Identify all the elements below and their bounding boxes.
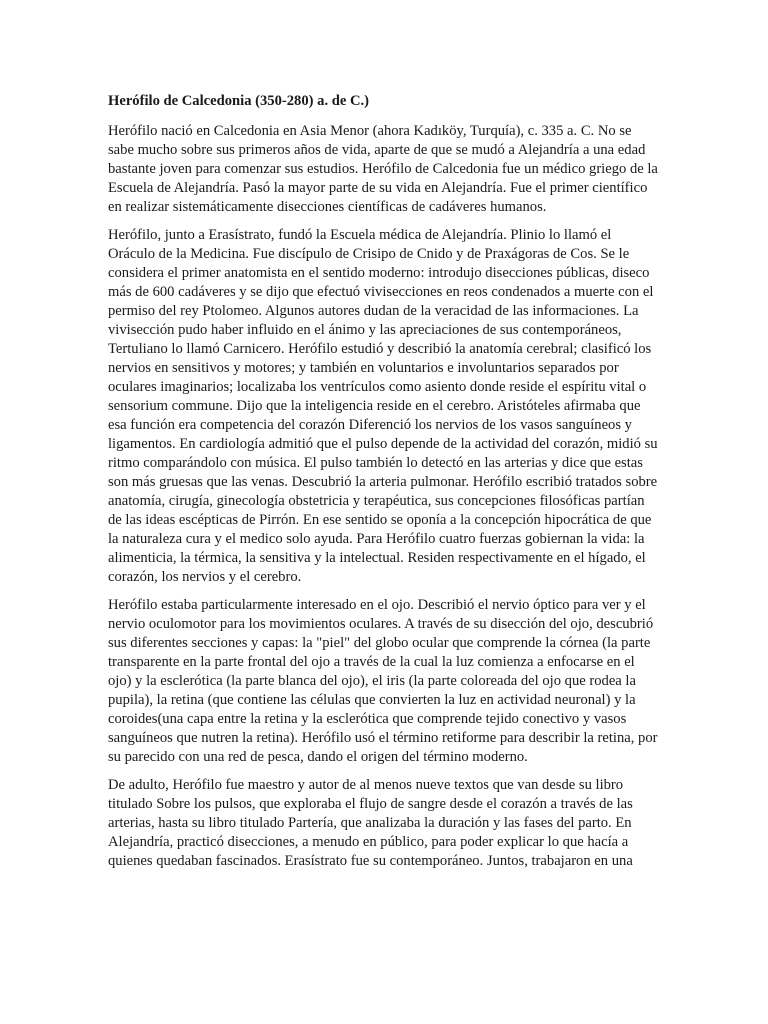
document-title: Herófilo de Calcedonia (350-280) a. de C.) [108,93,370,109]
paragraph-school: Herófilo, junto a Erasístrato, fundó la Escuela médica de Alejandría. Plinio lo llamó el Oráculo de la Medicina. Fue discípulo de Crisipo de Cnido y de Praxágoras de Cos. Se le considera el primer anatomista en el sentido moderno: introdujo disecciones públicas, diseco más de 600 cadáveres y se dijo que efectuó vivisecciones en reos condenados a muerte con el permiso del rey Ptolomeo. Algunos autores dudan de la veracidad de las informaciones. La vivisección pudo haber influido en el ánimo y las apreciaciones de sus contemporáneos, Tertuliano lo llamó Carnicero. Herófilo estudió y describió la anatomía cerebral; clasificó los nervios en sensitivos y motores; y también en voluntarios e involuntarios separados por oculares imaginarios; localizaba los ventrículos como asiento donde reside el espíritu vital o sensorium commune. Dijo que la inteligencia reside en el cerebro. Aristóteles afirmaba que esa función era competencia del corazón Diferenció los nervios de los vasos sanguíneos y ligamentos. En cardiología admitió que el pulso depende de la actividad del corazón, midió su ritmo comparándolo con música. El pulso también lo detectó en las arterias y dice que estas son más gruesas que las venas. Descubrió la arteria pulmonar. Herófilo escribió tratados sobre anatomía, cirugía, ginecología obstetricia y terapéutica, sus concepciones filosóficas partían de las ideas escépticas de Pirrón. En ese sentido se oponía a la concepción hipocrática de que la naturaleza cura y el medico solo ayuda. Para Herófilo cuatro fuerzas gobiernan la vida: la alimenticia, la térmica, la sensitiva y la intelectual. Residen respectivamente en el hígado, el corazón, los nervios y el cerebro. [108,227,658,585]
document-page [108,92,660,880]
paragraph-birth: Herófilo nació en Calcedonia en Asia Menor (ahora Kadıköy, Turquía), c. 335 a. C. No se sabe mucho sobre sus primeros años de vida, aparte de que se mudó a Alejandría a una edad bastante joven para comenzar sus estudios. Herófilo de Calcedonia fue un médico griego de la Escuela de Alejandría. Pasó la mayor parte de su vida en Alejandría. Fue el primer científico en realizar sistemáticamente disecciones científicas de cadáveres humanos. [108,123,658,215]
paragraph-adult: De adulto, Herófilo fue maestro y autor de al menos nueve textos que van desde su libro titulado Sobre los pulsos, que exploraba el flujo de sangre desde el corazón a través de las arterias, hasta su libro titulado Partería, que analizaba la duración y las fases del parto. En Alejandría, practicó disecciones, a menudo en público, para poder explicar lo que hacía a quienes quedaban fascinados. Erasístrato fue su contemporáneo. Juntos, trabajaron en una [108,777,633,869]
paragraph-eye: Herófilo estaba particularmente interesado en el ojo. Describió el nervio óptico para ver y el nervio oculomotor para los movimientos oculares. A través de su disección del ojo, descubrió sus diferentes secciones y capas: la "piel" del globo ocular que comprende la córnea (la parte transparente en la parte frontal del ojo a través de la cual la luz comienza a enfocarse en el ojo) y la esclerótica (la parte blanca del ojo), el iris (la parte coloreada del ojo que rodea la pupila), la retina (que contiene las células que convierten la luz en actividad neuronal) y la coroides(una capa entre la retina y la esclerótica que comprende tejido conectivo y vasos sanguíneos que nutren la retina). Herófilo usó el término retiforme para describir la retina, por su parecido con una red de pesca, dando el origen del término moderno. [108,597,658,765]
